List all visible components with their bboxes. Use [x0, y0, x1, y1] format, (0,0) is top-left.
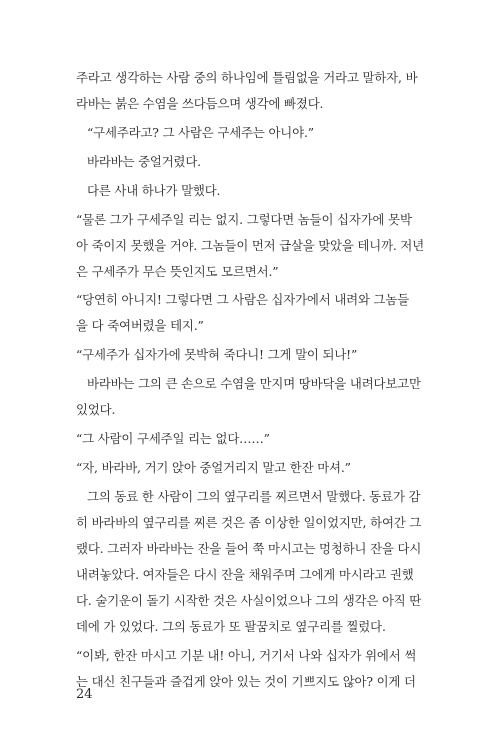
text-line: 아 죽이지 못했을 거야. 그놈들이 먼저 급살을 맞았을 테니까. 저년 [76, 238, 424, 253]
text-line: 데에 가 있었다. 그의 동료가 또 팔꿈치로 옆구리를 찔렀다. [76, 619, 386, 634]
text-line: 히 바라바의 옆구리를 찌른 것은 좀 이상한 일이었지만, 하여간 그 [76, 515, 422, 530]
text-line: “자, 바라바, 거기 앉아 중얼거리지 말고 한잔 마셔.” [76, 460, 351, 475]
text-line: 는 대신 친구들과 즐겁게 앉아 있는 것이 기쁘지도 않아? 이게 더 [76, 674, 416, 689]
text-line: 다. 술기운이 돌기 시작한 것은 사실이었으나 그의 생각은 아직 딴 [76, 593, 422, 608]
text-line: 있었다. [76, 402, 116, 417]
text-line: “당연히 아니지! 그렇다면 그 사람은 십자가에서 내려와 그놈들 [76, 292, 410, 307]
text-line: 을 다 죽여버렸을 테지.” [76, 318, 204, 333]
text-line: “구세주라고? 그 사람은 구세주는 아니야.” [87, 125, 314, 140]
text-line: “그 사람이 구세주일 리는 없다……” [76, 431, 270, 446]
page-number: 24 [76, 687, 93, 702]
text-line: 그의 동료 한 사람이 그의 옆구리를 찌르면서 말했다. 동료가 감 [87, 489, 421, 504]
text-line: 주라고 생각하는 사람 중의 하나임에 틀림없을 거라고 말하자, 바 [76, 70, 418, 85]
text-line: 바라바는 그의 큰 손으로 수염을 만지며 땅바닥을 내려다보고만 [87, 376, 421, 391]
text-line: 랬다. 그러자 바라바는 잔을 들어 쭉 마시고는 멍청하니 잔을 다시 [76, 541, 422, 556]
text-line: 라바는 붉은 수염을 쓰다듬으며 생각에 빠졌다. [76, 96, 324, 111]
text-line: “물론 그가 구세주일 리는 없지. 그렇다면 놈들이 십자가에 못박 [76, 212, 412, 227]
text-line: “이봐, 한잔 마시고 기분 내! 아니, 거기서 나와 십자가 위에서 썩 [76, 648, 417, 663]
text-line: 바라바는 중얼거렸다. [87, 154, 201, 169]
text-line: 은 구세주가 무슨 뜻인지도 모르면서.” [76, 264, 279, 279]
text-line: “구세주가 십자가에 못박혀 죽다니! 그게 말이 되나!” [76, 347, 358, 362]
text-line: 내려놓았다. 여자들은 다시 잔을 채워주며 그에게 마시라고 권했 [76, 567, 414, 582]
text-line: 다른 사내 하나가 말했다. [87, 183, 221, 198]
